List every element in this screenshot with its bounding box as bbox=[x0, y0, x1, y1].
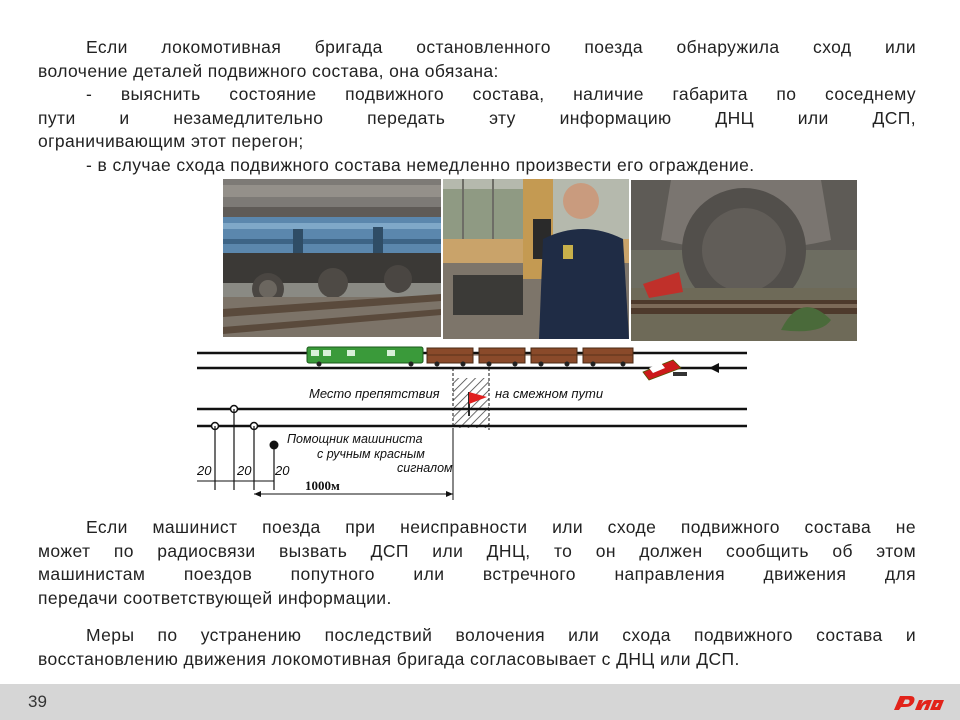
helper-label-2: с ручным красным bbox=[317, 447, 425, 461]
p2-line-1: Если машинист поезда при неисправности или сходе подвижного состава не bbox=[86, 517, 916, 537]
instructions-paragraph bbox=[38, 36, 916, 177]
p1-line-4: пути и незамедлительно передать эту информацию ДНЦ или ДСП, bbox=[38, 107, 916, 128]
direction-arrow-icon bbox=[709, 363, 741, 373]
dispatcher-radio-photo bbox=[443, 179, 629, 339]
obstacle-label-1: Место препятствия bbox=[309, 386, 440, 401]
page-number: 39 bbox=[28, 692, 47, 711]
wheel-closeup-photo bbox=[631, 180, 857, 341]
p1-line-5: ограничивающим этот перегон; bbox=[38, 131, 304, 151]
p1-line-6: - в случае схода подвижного состава немедленно произвести его ограждение. bbox=[86, 154, 755, 175]
p3-line-1: Меры по устранению последствий волочения или схода подвижного состава и bbox=[86, 625, 916, 645]
distance-label-2: 20 bbox=[237, 463, 252, 478]
p2-line-4: передачи соответствующей информации. bbox=[38, 587, 392, 608]
derailed-wagon-icon bbox=[643, 360, 687, 380]
footer-bar bbox=[0, 684, 960, 720]
p1-line-2: волочение деталей подвижного состава, она обязана: bbox=[38, 60, 499, 81]
locomotive-icon bbox=[307, 347, 423, 367]
obstacle-label-2: на смежном пути bbox=[495, 386, 604, 401]
radio-failure-paragraph bbox=[38, 516, 916, 610]
derailed-wagon-photo bbox=[223, 179, 441, 337]
distance-label-3: 20 bbox=[275, 463, 290, 478]
p2-line-2: может по радиосвязи вызвать ДСП или ДНЦ, то он должен сообщить об этом bbox=[38, 540, 916, 561]
track-protection-diagram bbox=[197, 342, 747, 504]
helper-label-1: Помощник машиниста bbox=[287, 432, 423, 446]
distance-total-label: 1000м bbox=[305, 478, 340, 493]
distance-label-1: 20 bbox=[197, 463, 212, 478]
recovery-paragraph bbox=[38, 624, 916, 671]
helper-label-3: сигналом bbox=[397, 461, 453, 475]
p1-line-1: Если локомотивная бригада остановленного поезда обнаружила сход или bbox=[86, 37, 916, 57]
p2-line-3: машинистам поездов попутного или встречного направления движения для bbox=[38, 564, 916, 584]
rzd-logo-icon bbox=[888, 688, 948, 716]
p3-line-2: восстановлению движения локомотивная бригада согласовывает с ДНЦ или ДСП. bbox=[38, 648, 740, 669]
p1-line-3: - выяснить состояние подвижного состава, наличие габарита по соседнему bbox=[86, 84, 916, 104]
wagons-icon bbox=[427, 348, 633, 367]
